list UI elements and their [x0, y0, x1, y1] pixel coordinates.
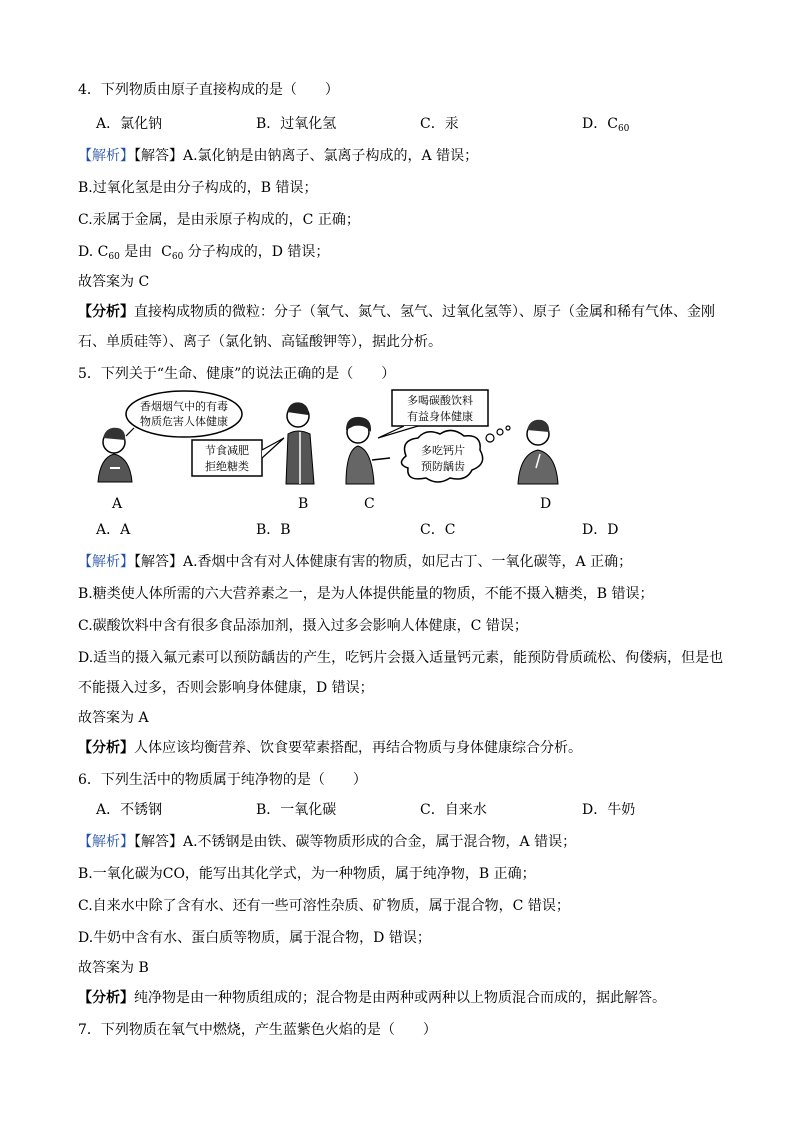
q5-option-a: A．A [96, 522, 131, 538]
q5-solution-a-text: 【解答】A.香烟中含有对人体健康有害的物质，如尼古丁、一氧化碳等，A 正确； [134, 554, 633, 570]
solution-tag: 【解析】 [78, 148, 134, 164]
q4-solution-b: B.过氧化氢是由分子构成的，B 错误； [78, 180, 318, 196]
q6-stem: 6．下列生活中的物质属于纯净物的是（ ） [78, 772, 367, 788]
q4-solution-d [78, 242, 329, 267]
bubble-c-line2: 有益身体健康 [407, 410, 473, 423]
q5-option-b: B．B [256, 522, 291, 538]
q4-option-b: B．过氧化氢 [256, 116, 337, 132]
figure-caption-d: D [540, 496, 552, 512]
q4-option-a: A．氯化钠 [96, 116, 163, 132]
bubble-b-line2: 拒绝糖类 [205, 460, 249, 473]
q4-stem: 4．下列物质由原子直接构成的是（ ） [78, 82, 339, 98]
solution-tag: 【解析】 [78, 834, 134, 850]
person-c-illustration [346, 417, 390, 484]
q6-analysis [78, 988, 666, 1008]
figure-caption-b: B [298, 496, 309, 512]
q6-answer: 故答案为 B [78, 960, 149, 976]
q5-solution-b: B.糖类使人体所需的六大营养素之一，是为人体提供能量的物质，不能不摄入糖类，B 错误； [78, 586, 654, 602]
q5-answer: 故答案为 A [78, 710, 149, 726]
person-d-illustration [518, 420, 558, 484]
figure-caption-a: A [112, 496, 123, 512]
q4-analysis-1 [78, 302, 715, 322]
q6-solution-b: B.一氧化碳为CO，能写出其化学式，为一种物质，属于纯净物，B 正确； [78, 866, 536, 882]
q5-figure [88, 388, 588, 498]
q4-sol-d-part3: 分子构成的，D 错误； [183, 244, 330, 260]
q4-sol-d-part1: D. C [78, 244, 109, 260]
q5-stem: 5．下列关于“生命、健康”的说法正确的是（ ） [78, 366, 396, 382]
q6-option-a: A．不锈钢 [96, 802, 163, 818]
q6-solution-a [78, 832, 576, 852]
q4-solution-a-text: 【解答】A.氯化钠是由钠离子、氯离子构成的，A 错误； [134, 148, 479, 164]
bubble-c-line1: 多喝碳酸饮料 [407, 394, 473, 407]
q6-analysis-text: 纯净物是由一种物质组成的；混合物是由两种或两种以上物质混合而成的，据此解答。 [134, 990, 666, 1006]
q5-analysis-text: 人体应该均衡营养、饮食要荤素搭配，再结合物质与身体健康综合分析。 [134, 740, 582, 756]
q4-analysis-2: 石、单质硅等）、离子（氯化钠、高锰酸钾等），据此分析。 [78, 334, 442, 350]
q4-sol-d-sub1: 60 [108, 252, 120, 262]
figure-caption-c: C [364, 496, 375, 512]
q6-solution-c: C.自来水中除了含有水、还有一些可溶性杂质、矿物质，属于混合物，C 错误； [78, 898, 570, 914]
solution-tag: 【解析】 [78, 554, 134, 570]
q5-option-d: D．D [582, 522, 619, 538]
bubble-a-line1: 香烟烟气中的有毒 [140, 400, 228, 413]
analysis-tag: 【分析】 [78, 990, 134, 1006]
q4-option-d [582, 114, 629, 139]
q7-stem: 7．下列物质在氧气中燃烧，产生蓝紫色火焰的是（ ） [78, 1022, 437, 1038]
q4-option-c: C．汞 [420, 116, 459, 132]
q5-option-c: C．C [420, 522, 456, 538]
q6-option-d: D．牛奶 [582, 802, 636, 818]
person-b-illustration [286, 402, 314, 484]
q5-solution-d2: 不能摄入过多，否则会影响身体健康，D 错误； [78, 680, 374, 696]
q4-answer: 故答案为 C [78, 274, 150, 290]
bubble-d-line1: 多吃钙片 [421, 444, 465, 457]
q6-option-c: C．自来水 [420, 802, 487, 818]
q4-analysis-text: 直接构成物质的微粒：分子（氧气、氮气、氢气、过氧化氢等）、原子（金属和稀有气体、金刚 [134, 304, 715, 320]
q5-solution-a [78, 552, 632, 572]
q5-solution-d1: D.适当的摄入氟元素可以预防龋齿的产生，吃钙片会摄入适量钙元素，能预防骨质疏松、佝偻病，但是也 [78, 650, 724, 666]
bubble-b-line1: 节食减肥 [205, 444, 249, 457]
bubble-a [126, 391, 242, 437]
q5-solution-c: C.碳酸饮料中含有很多食品添加剂，摄入过多会影响人体健康，C 错误； [78, 618, 528, 634]
q6-solution-d: D.牛奶中含有水、蛋白质等物质，属于混合物，D 错误； [78, 930, 431, 946]
q4-option-d-text: D．C [582, 116, 618, 132]
q4-sol-d-sub2: 60 [171, 252, 184, 262]
q6-solution-a-text: 【解答】A.不锈钢是由铁、碳等物质形成的合金，属于混合物，A 错误； [134, 834, 577, 850]
analysis-tag: 【分析】 [78, 740, 134, 756]
q4-solution-a [78, 146, 478, 166]
q4-solution-c: C.汞属于金属，是由汞原子构成的，C 正确； [78, 212, 360, 228]
q4-option-d-sub: 60 [617, 124, 630, 134]
analysis-tag: 【分析】 [78, 304, 134, 320]
q6-option-b: B．一氧化碳 [256, 802, 337, 818]
bubble-d-line2: 预防龋齿 [421, 460, 465, 473]
q5-analysis [78, 738, 582, 758]
q4-sol-d-part2: 是由 C [119, 244, 172, 260]
bubble-a-line2: 物质危害人体健康 [140, 415, 228, 428]
